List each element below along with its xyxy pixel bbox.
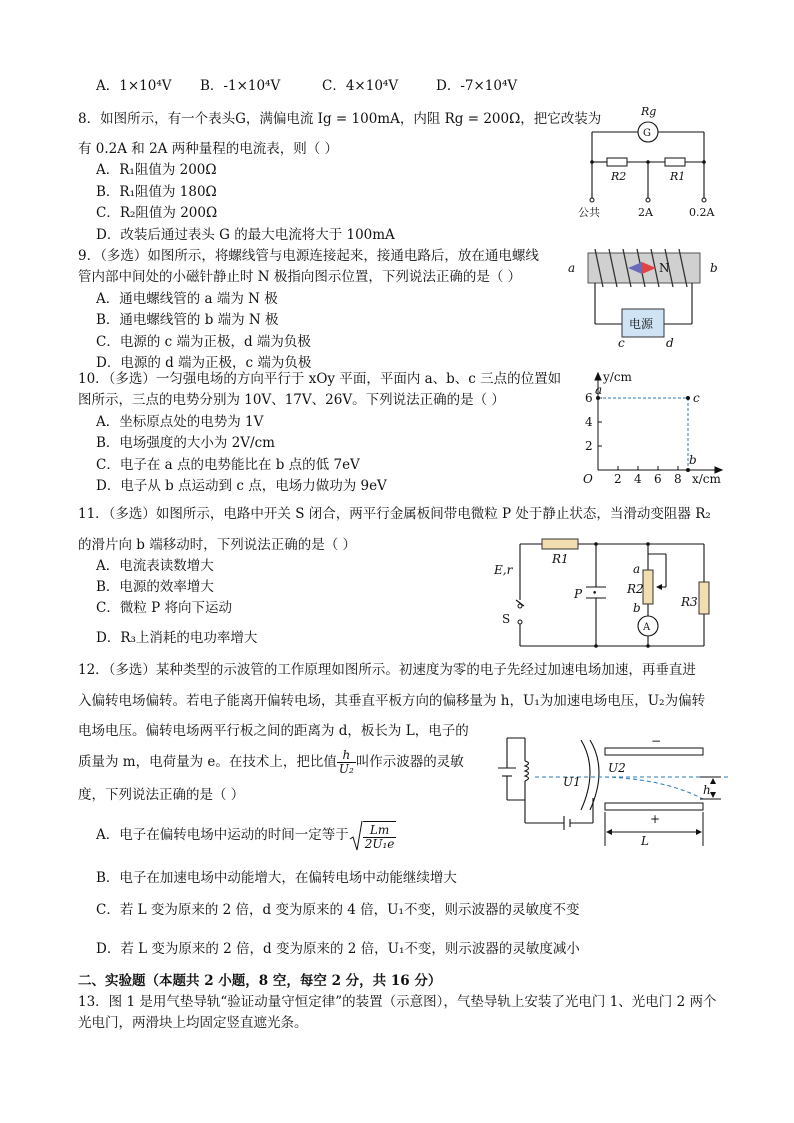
q10-stem-line1: 10．（多选）一匀强电场的方向平行于 xOy 平面，平面内 a、b、c 三点的位置如 (78, 371, 562, 387)
x-tick-4: 4 (634, 472, 642, 486)
emf-label: E,r (494, 563, 513, 577)
q10-option-c: C．电子在 a 点的电势能比在 b 点的低 7eV (96, 457, 360, 473)
sensitivity-fraction (337, 749, 356, 776)
q9-option-a: A．通电螺线管的 a 端为 N 极 (96, 291, 278, 307)
g-label: G (643, 128, 651, 139)
sqrt-fraction (363, 821, 397, 851)
q11-option-c: C．微粒 P 将向下运动 (96, 600, 232, 616)
point-c (686, 396, 690, 400)
q8-option-c: C．R₂阻值为 200Ω (96, 205, 218, 221)
q8-option-a: A．R₁阻值为 200Ω (96, 162, 217, 178)
q12-stem-line5: 度，下列说法正确的是（ ） (78, 787, 245, 803)
r1-label: R1 (552, 552, 569, 566)
q12-stem-line4-right: 叫作示波器的灵敏 (355, 754, 464, 770)
q11-stem-line1: 11．（多选）如图所示，电路中开关 S 闭合，两平行金属板间带电微粒 P 处于静止状态，当滑动变阻器 R₂ (78, 506, 711, 522)
rheostat-a-label: a (633, 562, 641, 576)
q11-option-d: D．R₃上消耗的电功率增大 (96, 630, 258, 646)
q8-option-d: D．改装后通过表头 G 的最大电流将大于 100mA (96, 227, 395, 243)
particle-p-label: P (574, 587, 583, 601)
plus-sign: + (650, 812, 661, 826)
q11-stem-line2: 的滑片向 b 端移动时，下列说法正确的是（ ） (78, 537, 357, 553)
q8-circuit-figure (575, 100, 725, 225)
x-tick-6: 6 (654, 472, 662, 486)
u1-label: U1 (563, 775, 581, 789)
q11-option-a: A．电流表读数增大 (96, 558, 214, 574)
section-heading: 二、实验题（本题共 2 小题，8 空，每空 2 分，共 16 分） (78, 973, 442, 989)
r3-label: R3 (681, 595, 698, 609)
q10-option-a: A．坐标原点处的电势为 1V (96, 414, 264, 430)
q12-stem-line1: 12．（多选）某种类型的示波管的工作原理如图所示。初速度为零的电子先经过加速电场加速，再垂直进 (78, 662, 696, 678)
q12-stem-line2: 入偏转电场偏转。若电子能离开偏转电场，其垂直平板方向的偏移量为 h，U₁为加速电场电压，U₂为偏转 (78, 693, 706, 709)
sqrt-numerator: Lm (363, 824, 397, 838)
lower-deflection-plate (605, 803, 703, 810)
h-label: h (703, 783, 711, 797)
q8-stem-line2: 有 0.2A 和 2A 两种量程的电流表，则（ ） (78, 141, 339, 157)
sqrt-sign (349, 819, 363, 853)
a-end-label: a (568, 261, 576, 275)
q10-coordinate-figure (572, 367, 730, 489)
q12-option-c: C．若 L 变为原来的 2 倍，d 变为原来的 4 倍，U₁不变，则示波器的灵敏度不变 (96, 902, 580, 918)
q12-stem-line4-left: 质量为 m，电荷量为 e。在技术上，把比值 (78, 754, 337, 770)
minus-sign: − (651, 734, 662, 748)
q12-option-a-text: A．电子在偏转电场中运动的时间一定等于 (96, 827, 349, 843)
q7-option-b: B．-1×10⁴V (200, 78, 281, 94)
u2-label: U2 (608, 761, 626, 775)
fraction-denominator: U₂ (338, 762, 354, 776)
r2-label: R2 (611, 170, 627, 183)
x-tick-2: 2 (614, 472, 622, 486)
c-terminal-label: c (618, 336, 625, 350)
q12-stem-line4 (78, 748, 464, 776)
q9-stem-line1: 9．（多选）如图所示，将螺线管与电源连接起来，接通电路后，放在通电螺线 (78, 248, 539, 264)
q8-option-b: B．R₁阻值为 180Ω (96, 184, 217, 200)
q7-option-d: D．-7×10⁴V (436, 78, 518, 94)
q12-option-b: B．电子在加速电场中动能增大，在偏转电场中动能继续增大 (96, 870, 457, 886)
point-b (686, 468, 690, 472)
power-source-label: 电源 (629, 317, 654, 331)
q12-oscilloscope-figure (495, 728, 730, 850)
q9-stem-line2: 管内部中间处的小磁针静止时 N 极指向图示位置，下列说法正确的是（ ） (78, 269, 522, 285)
q13-stem-line2: 光电门，两滑块上均固定竖直遮光条。 (78, 1015, 308, 1031)
r2-label: R2 (627, 582, 644, 596)
r1-resistor (542, 539, 578, 549)
l-label: L (641, 834, 649, 848)
rg-label: Rg (641, 105, 657, 118)
switch-label: S (502, 612, 511, 626)
x-axis-label: x/cm (692, 472, 721, 486)
y-tick-6: 6 (585, 391, 593, 405)
q10-option-b: B．电场强度的大小为 2V/cm (96, 435, 275, 451)
y-tick-2: 2 (585, 439, 593, 453)
n-pole-label: N (659, 261, 670, 275)
r2-rheostat (643, 570, 653, 604)
0.2a-terminal-label: 0.2A (689, 206, 715, 219)
y-tick-4: 4 (585, 415, 593, 429)
q10-option-d: D．电子从 b 点运动到 c 点，电场力做功为 9eV (96, 478, 387, 494)
sqrt-denominator: 2U₁e (364, 836, 395, 851)
upper-deflection-plate (605, 748, 703, 755)
q13-stem-line1: 13．图 1 是用气垫导轨“验证动量守恒定律”的装置（示意图），气垫导轨上安装了光电门 1、光电门 2 两个 (78, 994, 717, 1010)
x-tick-8: 8 (674, 472, 682, 486)
common-terminal-label: 公共 (578, 206, 600, 219)
rheostat-b-label: b (633, 601, 641, 615)
fraction-numerator: h (337, 749, 356, 763)
r1-label: R1 (670, 170, 686, 183)
q7-option-c: C．4×10⁴V (322, 78, 399, 94)
b-end-label: b (710, 261, 718, 275)
b-point-label: b (689, 453, 697, 467)
origin-label: O (583, 472, 593, 486)
q9-option-d: D．电源的 d 端为正极，c 端为负极 (96, 355, 312, 371)
ammeter-label: A (643, 622, 651, 633)
c-point-label: c (693, 391, 700, 405)
q12-option-d: D．若 L 变为原来的 2 倍，d 变为原来的 2 倍，U₁不变，则示波器的灵敏度减小 (96, 941, 580, 957)
q9-option-b: B．通电螺线管的 b 端为 N 极 (96, 312, 279, 328)
q11-option-b: B．电源的效率增大 (96, 579, 214, 595)
y-axis-label: y/cm (603, 370, 632, 384)
q12-option-a (96, 818, 396, 853)
q11-circuit-figure (490, 530, 730, 652)
q8-stem-line1: 8．如图所示，有一个表头G，满偏电流 Ig = 100mA，内阻 Rg = 200Ω，把它改装为 (78, 111, 602, 127)
q12-stem-line3: 电场电压。偏转电场两平行板之间的距离为 d，板长为 L，电子的 (78, 723, 469, 739)
d-terminal-label: d (666, 336, 674, 350)
r3-resistor (699, 582, 709, 614)
q9-option-c: C．电源的 c 端为正极，d 端为负极 (96, 334, 311, 350)
r2-resistor (607, 158, 627, 166)
q7-option-a: A．1×10⁴V (96, 78, 172, 94)
2a-terminal-label: 2A (638, 206, 653, 219)
a-point-label: a (595, 383, 603, 397)
q10-stem-line2: 图所示，三点的电势分别为 10V、17V、26V。下列说法正确的是（ ） (78, 392, 505, 408)
r1-resistor (665, 158, 685, 166)
q9-solenoid-figure (562, 244, 727, 350)
svg-text:•: • (592, 589, 598, 599)
